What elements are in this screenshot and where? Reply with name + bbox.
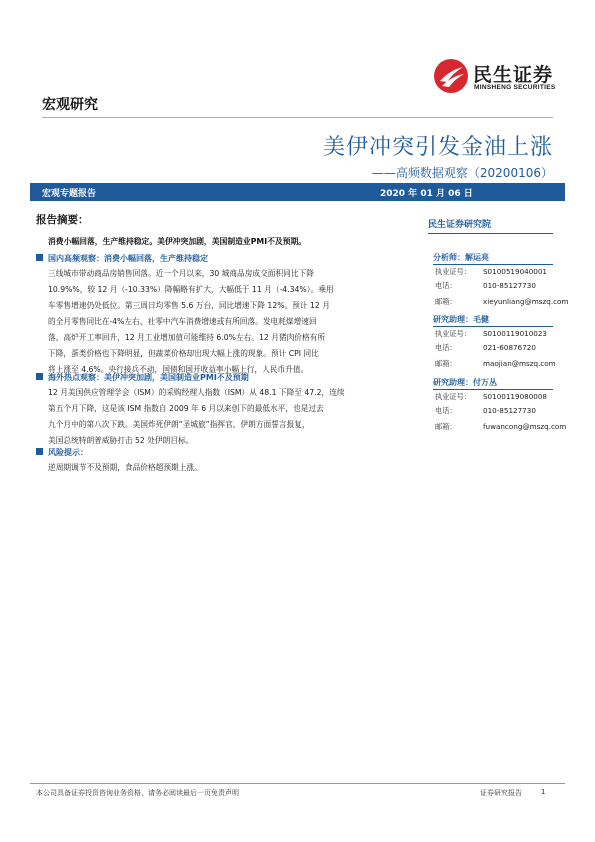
phone-value: 010-85127730 [483, 281, 536, 290]
section-overseas-title: 海外热点观察：美伊冲突加剧，美国制造业PMI不及预期 [48, 373, 249, 382]
minsheng-logo-icon [433, 58, 469, 94]
analyst-name: 分析师：解运亮 [433, 253, 489, 262]
summary-label: 报告摘要： [36, 214, 89, 226]
analyst-divider [433, 389, 553, 390]
paragraph-line: 将上涨至 4.6%。央行接兵不动，国债和国开收益率小幅上行，人民币升值。 [48, 365, 309, 374]
license-value: S0100119080008 [483, 392, 548, 401]
assistant-name: 研究助理：毛健 [433, 315, 489, 324]
paragraph-line: 美国总统特朗普威胁打击 52 处伊朗目标。 [48, 436, 194, 445]
section-domestic-body [48, 266, 414, 378]
phone-label: 电话： [435, 406, 457, 415]
email-label: 邮箱： [435, 297, 457, 306]
logo-name-en: MINSHENG SECURITIES [474, 84, 556, 91]
license-label: 执业证号： [435, 392, 471, 401]
paragraph-line: 第五个月下降，这是该 ISM 指数自 2009 年 6 月以来创下的最低水平，也是过去 [48, 404, 324, 413]
license-label: 执业证号： [435, 329, 471, 338]
header-divider [42, 117, 553, 118]
summary-text: 消费小幅回落，生产维持稳定。美伊冲突加剧，美国制造业PMI不及预期。 [48, 237, 307, 246]
paragraph-line: 12 月美国供应管理学会（ISM）的采购经理人指数（ISM）从 48.1 下降至 47.2，连续 [48, 388, 345, 397]
section-risk-body [48, 460, 414, 476]
email-label: 邮箱： [435, 359, 457, 368]
license-label: 执业证号： [435, 267, 471, 276]
footer-disclaimer: 本公司具备证券投资咨询业务资格，请务必阅读最后一页免责声明 [36, 789, 239, 797]
assistant-name: 研究助理：付万丛 [433, 378, 497, 387]
section-domestic-title: 国内高频观察：消费小幅回落，生产维持稳定 [48, 254, 208, 263]
section-risk-title: 风险提示： [48, 448, 88, 457]
section-bullet-icon [36, 448, 43, 455]
paragraph-line: 的全月零售同比在-4%左右，社零中汽车消费增速或有所回落。发电耗煤增速回 [48, 317, 317, 326]
phone-label: 电话： [435, 281, 457, 290]
sidebar-divider [428, 233, 553, 234]
paragraph-line: 落，高炉开工率回升，12 月工业增加值可能维持 6.0%左右。12 月猪肉价格有所 [48, 333, 326, 342]
paragraph-line: 九个月中的第八次下跌。美国炸死伊朗“圣城旅”指挥官，伊朗方面誓言报复， [48, 420, 310, 429]
phone-value: 010-85127730 [483, 406, 536, 415]
report-type: 宏观专题报告 [42, 189, 97, 199]
section-overseas-body [48, 385, 414, 449]
analyst-divider [433, 264, 553, 265]
footer-report-label: 证券研究报告 [480, 789, 522, 797]
page-number: 1 [541, 788, 546, 796]
email-link[interactable]: xieyunliang@mszq.com [483, 297, 569, 306]
paragraph-line: 逆周期调节不及预期，食品价格超预期上涨。 [48, 463, 202, 472]
email-link[interactable]: maojian@mszq.com [483, 359, 556, 368]
info-band [30, 183, 565, 201]
phone-label: 电话： [435, 343, 457, 352]
paragraph-line: 三线城市带动商品房销售回落。近一个月以来，30 城商品房成交面积同比下降 [48, 269, 314, 278]
paragraph-line: 10.9%%，较 12 月（-10.33%）降幅略有扩大，大幅低于 11 月（-4.34%）。乘用 [48, 285, 334, 294]
license-value: S0100519040001 [483, 267, 548, 276]
logo-name-cn: 民生证券 [473, 64, 554, 86]
paragraph-line: 车零售增速仍处低位。第三周日均零售 5.6 万台，同比增速下降 12%。预计 12 月 [48, 301, 330, 310]
report-date: 2020 年 01 月 06 日 [380, 189, 473, 199]
license-value: S0100119010023 [483, 329, 548, 338]
report-subtitle: ——高频数据观察（20200106） [371, 166, 553, 180]
footer-divider [30, 783, 565, 784]
section-bullet-icon [36, 254, 43, 261]
report-title: 美伊冲突引发金油上涨 [322, 135, 553, 160]
email-label: 邮箱： [435, 422, 457, 431]
institute-name: 民生证券研究院 [428, 220, 492, 230]
section-bullet-icon [36, 373, 43, 380]
analyst-divider [433, 326, 553, 327]
report-category: 宏观研究 [42, 97, 98, 113]
email-link[interactable]: fuwancong@mszq.com [483, 422, 567, 431]
phone-value: 021-60876720 [483, 343, 536, 352]
paragraph-line: 下降，蛋类价格也下降明显，但蔬菜价格却出现大幅上涨的现象。预计 CPI 同比 [48, 349, 319, 358]
